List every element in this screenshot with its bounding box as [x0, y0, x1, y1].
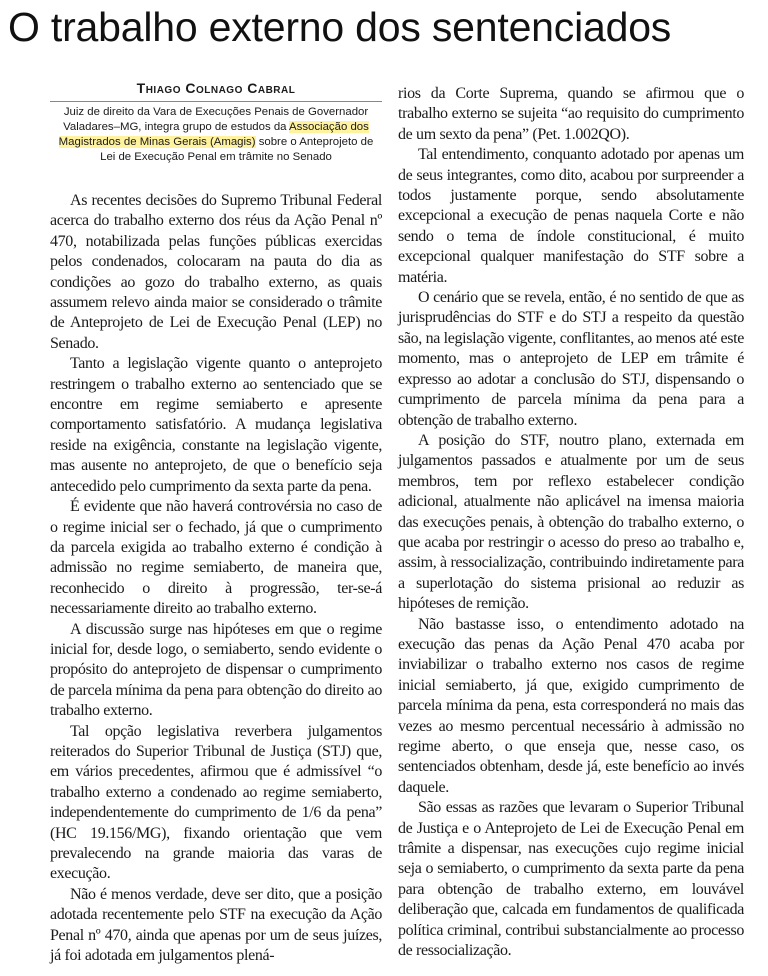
paragraph: As recentes decisões do Supremo Tribunal Federal acerca do trabalho externo dos réus da Ação Penal nº 470, notabilizada pelas funções públicas exercidas pelos condenados, colocaram na pauta do dia as condições ao gozo do trabalho externo, as quais assumem relevo ainda maior se considerado o trâmite de Anteprojeto de Lei de Execução Penal (LEP) no Senado. [50, 192, 382, 352]
author-name: Thiago Colnago Cabral [50, 80, 382, 102]
paragraph: É evidente que não haverá controvérsia no caso de o regime inicial ser o fechado, já que o cumprimento da parcela exigida ao trabalho externo é condição à admissão no regime semiaberto, de maneira que, reconhecido o direito à progressão, ter-se-á necessariamente direito ao trabalho externo. [50, 498, 382, 618]
article-column-2 [398, 84, 744, 961]
paragraph: Tal opção legislativa reverbera julgamentos reiterados do Superior Tribunal de Justiça (STJ) que, em vários precedentes, afirmou que é admissível “o trabalho externo a condenado ao regime semiaberto, independentemente do cumprimento de 1/6 da pena” (HC 19.156/MG), fixando orientação que vem prevalecendo na grande maioria das varas de execução. [50, 722, 382, 883]
paragraph-continuation: rios da Corte Suprema, quando se afirmou que o trabalho externo se sujeita “ao requisito do cumprimento de um sexto da pena” (Pet. 1.002QO). [398, 85, 744, 143]
author-bio-start: Juiz de direito da Vara de Execuções Penais de Governador Valadares–MG, integra grupo de estudos da [63, 106, 369, 133]
article-column-1 [50, 80, 382, 966]
author-bio-end: sobre o Anteprojeto de Lei de Execução Penal em trâmite no Senado [100, 136, 374, 163]
author-bio-highlight: Associação dos Magistrados de Minas Gerais (Amagis) [58, 121, 369, 148]
paragraph: Não bastasse isso, o entendimento adotado na execução das penas da Ação Penal 470 acaba por inviabilizar o trabalho externo nos casos de regime inicial semiaberto, já que, exigido cumprimento de parcela mínima da pena, esta corresponderá no mais das vezes ao mesmo percentual necessário à admissão no regime aberto, o que enseja que, nesse caso, os sentenciados obtenham, desde já, este benefício ao invés daquele. [398, 615, 744, 796]
author-bio [52, 105, 380, 165]
paragraph: O cenário que se revela, então, é no sentido de que as jurisprudências do STF e do STJ a respeito da questão são, na legislação vigente, conflitantes, ao menos até este momento, mas o anteprojeto de LEP em trâmite é expresso ao adotar a conclusão do STJ, dispensando o cumprimento de parcela mínima da pena para a obtenção de trabalho externo. [398, 289, 744, 429]
paragraph: Não é menos verdade, deve ser dito, que a posição adotada recentemente pelo STF na execução da Ação Penal nº 470, ainda que apenas por um de seus juízes, já foi adotada em julgamentos plená- [50, 885, 382, 965]
article-headline: O trabalho externo dos sentenciados [8, 4, 672, 50]
paragraph: São essas as razões que levaram o Superior Tribunal de Justiça e o Anteprojeto de Lei de Execução Penal em trâmite a dispensar, nas execuções cujo regime inicial seja o semiaberto, o cumprimento da sexta parte da pena para obtenção de trabalho externo, em louvável deliberação que, calcada em fundamentos de qualificada política criminal, contribui substancialmente ao processo de ressocialização. [398, 799, 744, 960]
paragraph: Tanto a legislação vigente quanto o anteprojeto restringem o trabalho externo ao sentenciado que se encontre em regime semiaberto e apresente comportamento satisfatório. A mudança legislativa reside na exigência, constante na legislação vigente, mas ausente no anteprojeto, de que o benefício seja antecedido pelo cumprimento da sexta parte da pena. [50, 355, 382, 495]
paragraph: Tal entendimento, conquanto adotado por apenas um de seus integrantes, como dito, acabou por surpreender a todos justamente porque, sendo absolutamente excepcional a execução de penas naquela Corte e não sendo o tema de índole constitucional, é muito excepcional qualquer manifestação do STF sobre a matéria. [398, 146, 744, 286]
paragraph: A posição do STF, noutro plano, externada em julgamentos passados e atualmente por um de seus membros, tem por reflexo estabelecer condição adicional, atualmente não aplicável na imensa maioria das execuções penais, à obtenção do trabalho externo, o que acaba por restringir o acesso do preso ao trabalho e, assim, à ressocialização, contribuindo indiretamente para a superlotação do sistema prisional ao reduzir as hipóteses de remição. [398, 431, 744, 613]
paragraph: A discussão surge nas hipóteses em que o regime inicial for, desde logo, o semiaberto, sendo evidente o propósito do anteprojeto de dispensar o cumprimento de parcela mínima da pena para obtenção do direito ao trabalho externo. [50, 620, 382, 720]
